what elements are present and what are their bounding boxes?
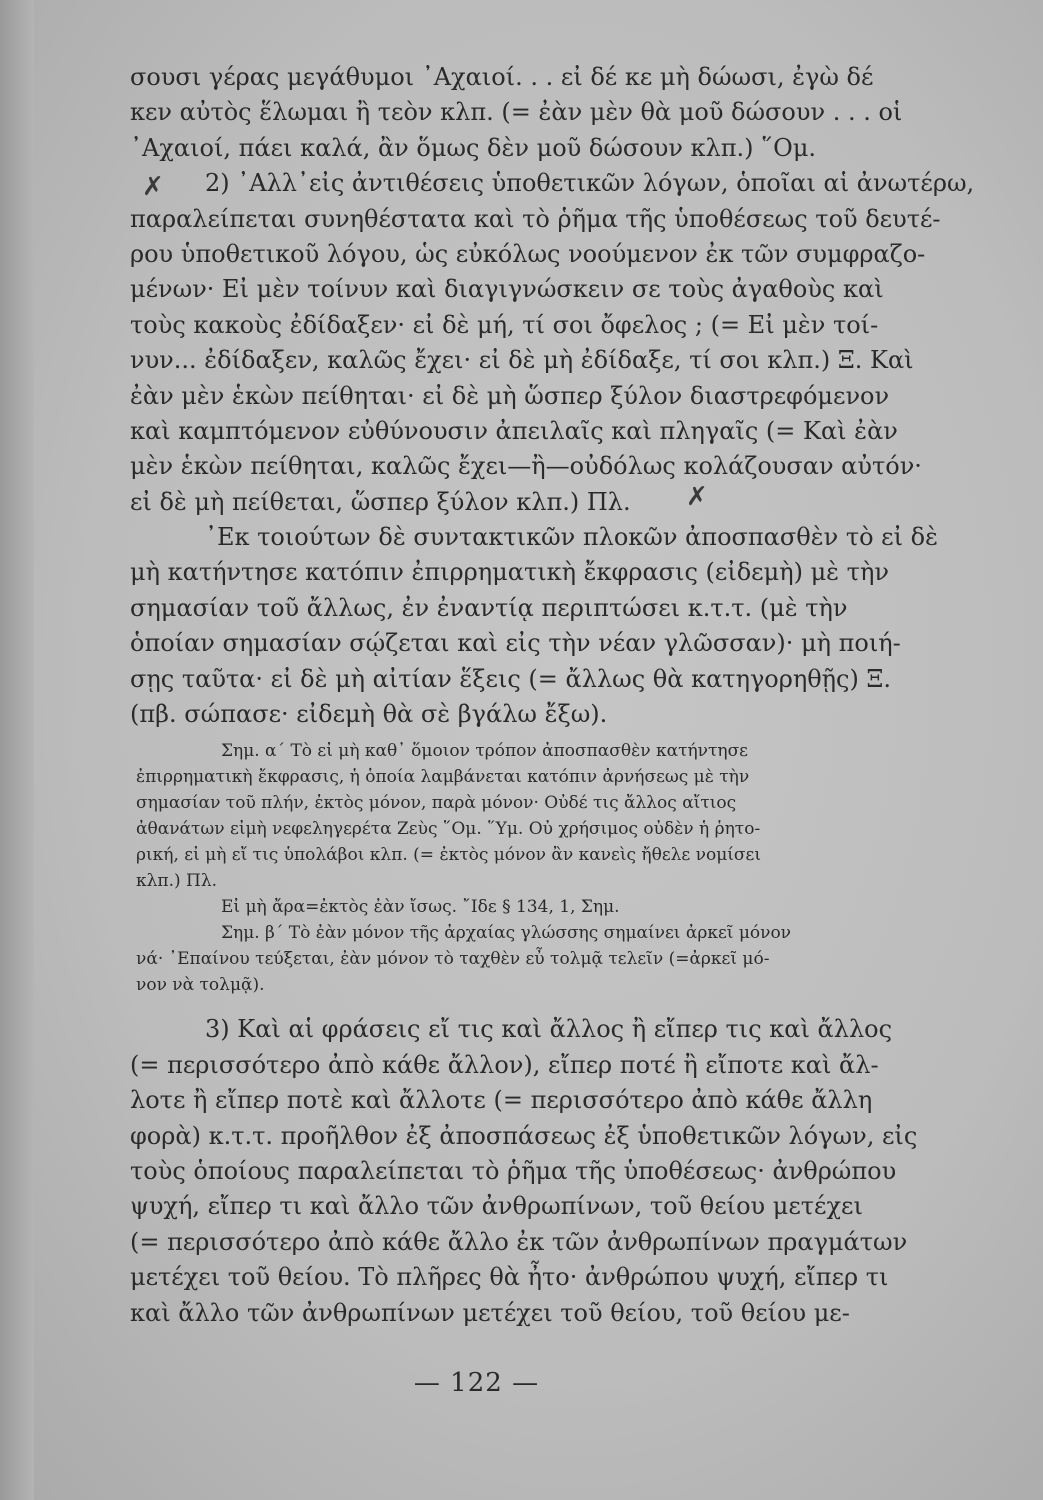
note-line: κλπ.) Πλ. [136, 871, 218, 892]
text-line: μένων· Εἰ μὲν τοίνυν καὶ διαγιγνώσκειν σε τοὺς ἀγαθοὺς καὶ [130, 275, 884, 304]
text-line: παραλείπεται συνηθέστατα καὶ τὸ ῥῆμα τῆς ὑποθέσεως τοῦ δευτέ- [130, 204, 941, 233]
text-line: λοτε ἢ εἴπερ ποτὲ καὶ ἄλλοτε (= περισσότερο ἀπὸ κάθε ἄλλη [130, 1086, 873, 1115]
text-line: (πβ. σώπασε· εἰδεμὴ θὰ σὲ βγάλω ἔξω). [130, 700, 608, 729]
text-line: (= περισσότερο ἀπὸ κάθε ἄλλον), εἴπερ ποτέ ἢ εἴποτε καὶ ἄλ- [130, 1050, 879, 1079]
text-line: 3) Καὶ αἱ φράσεις εἴ τις καὶ ἄλλος ἢ εἴπερ τις καὶ ἄλλος [205, 1015, 893, 1044]
text-line: ὁποίαν σημασίαν σῴζεται καὶ εἰς τὴν νέαν γλῶσσαν)· μὴ ποιή- [130, 629, 901, 658]
text-line: μετέχει τοῦ θείου. Τὸ πλῆρες θὰ ἦτο· ἀνθρώπου ψυχή, εἴπερ τι [130, 1263, 889, 1292]
text-line: (= περισσότερο ἀπὸ κάθε ἄλλο ἐκ τῶν ἀνθρωπίνων πραγμάτων [130, 1227, 908, 1256]
page-spine-shadow [0, 0, 34, 1500]
note-line: σημασίαν τοῦ πλήν, ἐκτὸς μόνον, παρὰ μόνον· Οὐδέ τις ἄλλος αἴτιος [136, 793, 737, 814]
note-line: ρική, εἰ μὴ εἴ τις ὑπολάβοι κλπ. (= ἐκτὸς μόνον ἂν κανεὶς ἤθελε νομίσει [136, 845, 761, 866]
body-text [130, 60, 1010, 1331]
text-line: ἐὰν μὲν ἑκὼν πείθηται· εἰ δὲ μὴ ὥσπερ ξύλον διαστρεφόμενον [130, 381, 890, 410]
text-line: φορὰ) κ.τ.τ. προῆλθον ἐξ ἀποσπάσεως ἐξ ὑποθετικῶν λόγων, εἰς [130, 1121, 918, 1150]
text-line: ᾿Εκ τοιούτων δὲ συντακτικῶν πλοκῶν ἀποσπασθὲν τὸ εἰ δὲ [205, 523, 938, 552]
text-line: τοὺς κακοὺς ἐδίδαξεν· εἰ δὲ μή, τί σοι ὄφελος ; (= Εἰ μὲν τοί- [130, 310, 879, 339]
text-line: σουσι γέρας μεγάθυμοι ᾿Αχαιοί. . . εἰ δέ κε μὴ δώωσι, ἐγὼ δέ [130, 63, 874, 91]
text-line: σῃς ταῦτα· εἰ δὲ μὴ αἰτίαν ἕξεις (= ἄλλως θὰ κατηγορηθῇς) Ξ. [130, 664, 892, 693]
note-line: ἐπιρρηματικὴ ἔκφρασις, ἡ ὁποία λαμβάνεται κατόπιν ἀρνήσεως μὲ τὴν [136, 767, 750, 788]
text-line: σημασίαν τοῦ ἄλλως, ἐν ἐναντίᾳ περιπτώσει κ.τ.τ. (μὲ τὴν [130, 593, 848, 622]
note-line: νά· ᾿Επαίνου τεύξεται, ἐὰν μόνον τὸ ταχθὲν εὖ τολμᾷ τελεῖν (=ἀρκεῖ μό- [136, 949, 770, 970]
text-line: καὶ καμπτόμενον εὐθύνουσιν ἀπειλαῖς καὶ πληγαῖς (= Καὶ ἐὰν [130, 416, 898, 445]
text-line: κεν αὐτὸς ἕλωμαι ἢ τεὸν κλπ. (= ἐὰν μὲν θὰ μοῦ δώσουν . . . οἱ [130, 98, 903, 127]
note-line: νον νὰ τολμᾷ). [136, 975, 265, 996]
note-line: Εἰ μὴ ἄρα=ἐκτὸς ἐὰν ἴσως. ῎Ιδε § 134, 1, Σημ. [221, 897, 620, 918]
text-line: νυν... ἐδίδαξεν, καλῶς ἔχει· εἰ δὲ μὴ ἐδίδαξε, τί σοι κλπ.) Ξ. Καὶ [130, 346, 914, 375]
text-line: καὶ ἄλλο τῶν ἀνθρωπίνων μετέχει τοῦ θείου, τοῦ θείου με- [130, 1298, 850, 1327]
note-line: ἀθανάτων εἰμὴ νεφεληγερέτα Ζεὺς ῞Ομ. ῞Υμ. Οὐ χρήσιμος οὐδὲν ἡ ῥητο- [136, 819, 761, 840]
text-line: εἰ δὲ μὴ πείθεται, ὥσπερ ξύλον κλπ.) Πλ. [130, 487, 631, 516]
text-line: ρου ὑποθετικοῦ λόγου, ὡς εὐκόλως νοούμενον ἐκ τῶν συμφραζο- [130, 239, 926, 268]
text-line: ψυχή, εἴπερ τι καὶ ἄλλο τῶν ἀνθρωπίνων, τοῦ θείου μετέχει [130, 1192, 863, 1221]
text-line: μὲν ἑκὼν πείθηται, καλῶς ἔχει—ἢ—οὐδόλως κολάζουσαν αὐτόν· [130, 452, 922, 481]
text-line: ᾿Αχαιοί, πάει καλά, ἂν ὅμως δὲν μοῦ δώσουν κλπ.) ῞Ομ. [130, 133, 817, 162]
text-line: μὴ κατήντησε κατόπιν ἐπιρρηματικὴ ἔκφρασις (εἰδεμὴ) μὲ τὴν [130, 558, 889, 587]
page-number: — 122 — [413, 1368, 540, 1398]
text-line: τοὺς ὁποίους παραλείπεται τὸ ῥῆμα τῆς ὑποθέσεως· ἀνθρώπου [130, 1156, 897, 1185]
pencil-x-mark-icon: ✗ [686, 482, 708, 512]
pencil-x-mark-icon: ✗ [142, 172, 164, 202]
note-line: Σημ. α΄ Τὸ εἰ μὴ καθ᾿ ὅμοιον τρόπον ἀποσπασθὲν κατήντησε [221, 741, 748, 762]
text-line: 2) ᾿Αλλ᾿εἰς ἀντιθέσεις ὑποθετικῶν λόγων, ὁποῖαι αἱ ἀνωτέρω, [205, 169, 975, 198]
note-line: Σημ. β΄ Τὸ ἐὰν μόνον τῆς ἀρχαίας γλώσσης σημαίνει ἀρκεῖ μόνον [221, 923, 792, 944]
